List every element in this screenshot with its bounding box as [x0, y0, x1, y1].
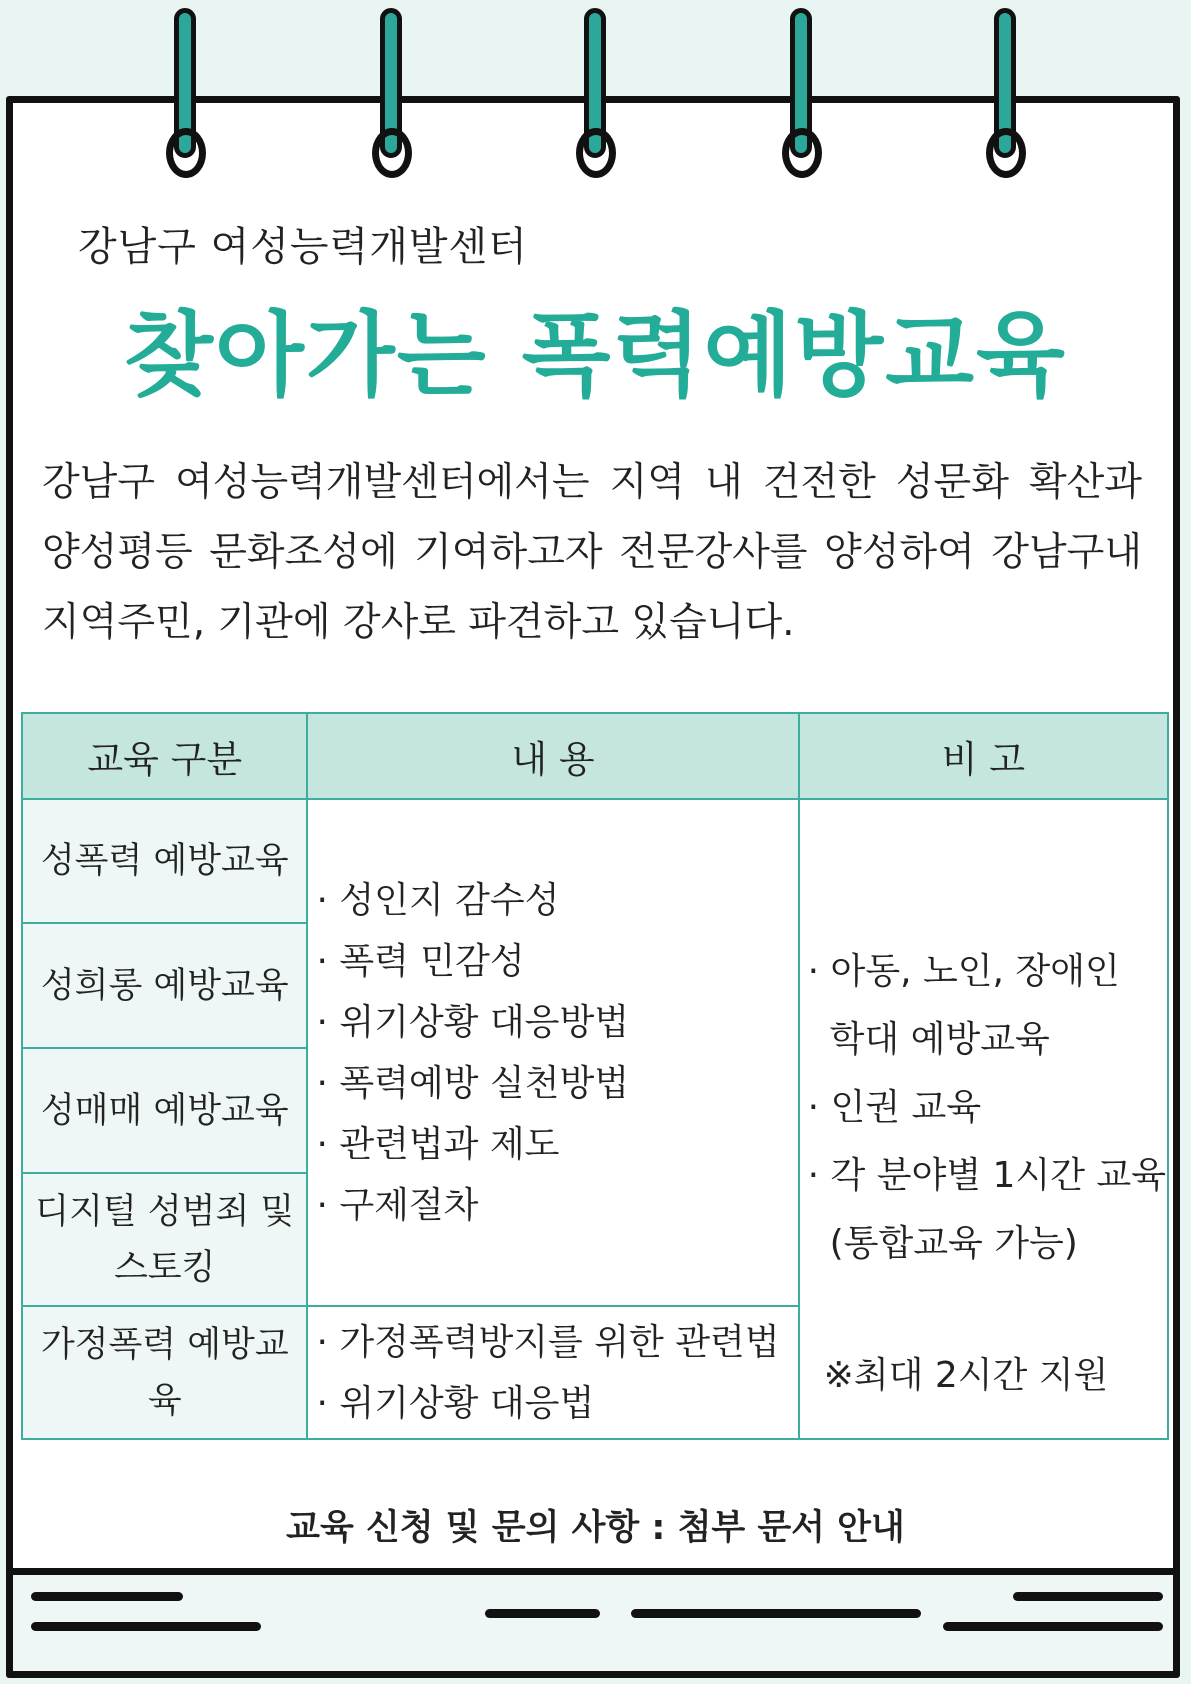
education-table — [21, 712, 1169, 1440]
intro-paragraph: 강남구 여성능력개발센터에서는 지역 내 건전한 성문화 확산과 양성평등 문화조성에 기여하고자 전문강사를 양성하여 강남구내 지역주민, 기관에 강사로 파견하고 있습니다. — [42, 460, 1142, 645]
strip-line — [631, 1609, 921, 1618]
content-item: · 폭력 민감성 — [316, 940, 525, 982]
category-cell: 성희롱 예방교육 — [22, 923, 307, 1048]
category-cell: 가정폭력 예방교육 — [22, 1306, 307, 1439]
content-item: · 관련법과 제도 — [316, 1123, 560, 1165]
note-item: · 아동, 노인, 장애인 — [807, 951, 1120, 992]
strip-line — [943, 1622, 1163, 1631]
strip-line — [31, 1592, 183, 1601]
content-item: · 위기상황 대응방법 — [316, 1001, 629, 1043]
strip-line — [31, 1622, 261, 1631]
contact-info: 교육 신청 및 문의 사항 : 첨부 문서 안내 — [286, 1508, 905, 1548]
page-title: 찾아가는 폭력예방교육 — [124, 302, 1067, 409]
category-cell: 디지털 성범죄 및 스토킹 — [22, 1173, 307, 1306]
note-item: (통합교육 가능) — [829, 1223, 1078, 1264]
header-note: 비 고 — [799, 713, 1168, 799]
support-note: ※최대 2시간 지원 — [823, 1355, 1109, 1396]
category-cell: 성폭력 예방교육 — [22, 799, 307, 923]
content-item: · 폭력예방 실천방법 — [316, 1062, 629, 1104]
category-cell: 성매매 예방교육 — [22, 1048, 307, 1173]
content-cell-domestic — [307, 1306, 798, 1439]
table-header-row — [22, 713, 1168, 799]
note-item: · 인권 교육 — [807, 1087, 982, 1128]
strip-line — [485, 1609, 600, 1618]
content-cell-main — [307, 799, 798, 1306]
content-item: · 위기상황 대응법 — [316, 1382, 595, 1424]
header-category: 교육 구분 — [22, 713, 307, 799]
note-cell — [799, 799, 1168, 1439]
strip-line — [1013, 1592, 1163, 1601]
note-item: 학대 예방교육 — [829, 1019, 1050, 1060]
header-content: 내 용 — [307, 713, 798, 799]
content-item: · 구제절차 — [316, 1184, 479, 1226]
content-item: · 성인지 감수성 — [316, 879, 560, 921]
note-item: · 각 분야별 1시간 교육 — [807, 1155, 1166, 1196]
content-item: · 가정폭력방지를 위한 관련법 — [316, 1321, 780, 1363]
table-row — [22, 799, 1168, 923]
notepad-bottom-strip — [13, 1568, 1173, 1671]
organization-name: 강남구 여성능력개발센터 — [78, 224, 528, 270]
